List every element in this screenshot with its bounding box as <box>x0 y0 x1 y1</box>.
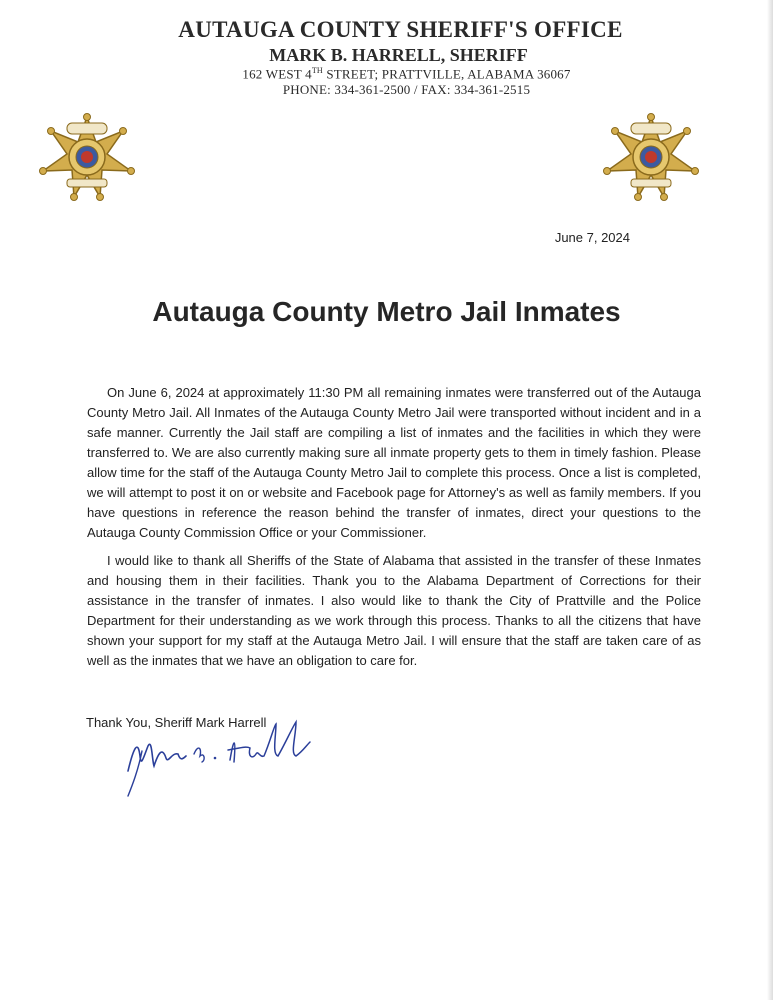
body-paragraph: On June 6, 2024 at approximately 11:30 PM all remaining inmates were transferred out of the Autauga County Metro Jail. All Inmates of the Autauga County Metro Jail were transported without incident and in a safe manner. Currently the Jail staff are compiling a list of inmates and the facilities in which they were transferred to. We are also currently making sure all inmate property gets to them in timely fashion. Please allow time for the staff of the Autauga County Metro Jail to complete this process. Once a list is completed, we will attempt to post it on or website and Facebook page for Attorney's as well as family members. If you have questions in reference the reason behind the transfer of inmates, direct your questions to the Autauga County Commission Office or your Commissioner. <box>87 385 701 540</box>
closing-line: Thank You, Sheriff Mark Harrell <box>86 715 267 730</box>
sheriff-star-badge-icon <box>601 109 701 201</box>
letterhead-office-name: AUTAUGA COUNTY SHERIFF'S OFFICE <box>178 17 623 42</box>
letter-date: June 7, 2024 <box>554 230 630 245</box>
scan-edge <box>767 0 773 1000</box>
page-title: Autauga County Metro Jail Inmates <box>152 296 621 327</box>
sheriff-star-badge-icon <box>37 109 137 201</box>
letterhead-phone: PHONE: 334-361-2500 / FAX: 334-361-2515 <box>282 82 531 97</box>
letterhead-sheriff-name: MARK B. HARRELL, SHERIFF <box>269 45 528 65</box>
signature-icon <box>120 716 320 802</box>
body-paragraph: I would like to thank all Sheriffs of the State of Alabama that assisted in the transfer of these Inmates and housing them in their facilities. Thank you to the Alabama Department of Corrections for their assistance in the transfer of inmates. I also would like to thank the City of Prattville and the Police Department for their understanding as we work through this process. Thanks to all the citizens that have shown your support for my staff at the Autauga Metro Jail. I will ensure that the staff are taken care of as well as the inmates that we have an obligation to care for. <box>87 553 701 668</box>
letterhead-address: 162 WEST 4TH STREET; PRATTVILLE, ALABAMA 36067 <box>242 66 571 82</box>
